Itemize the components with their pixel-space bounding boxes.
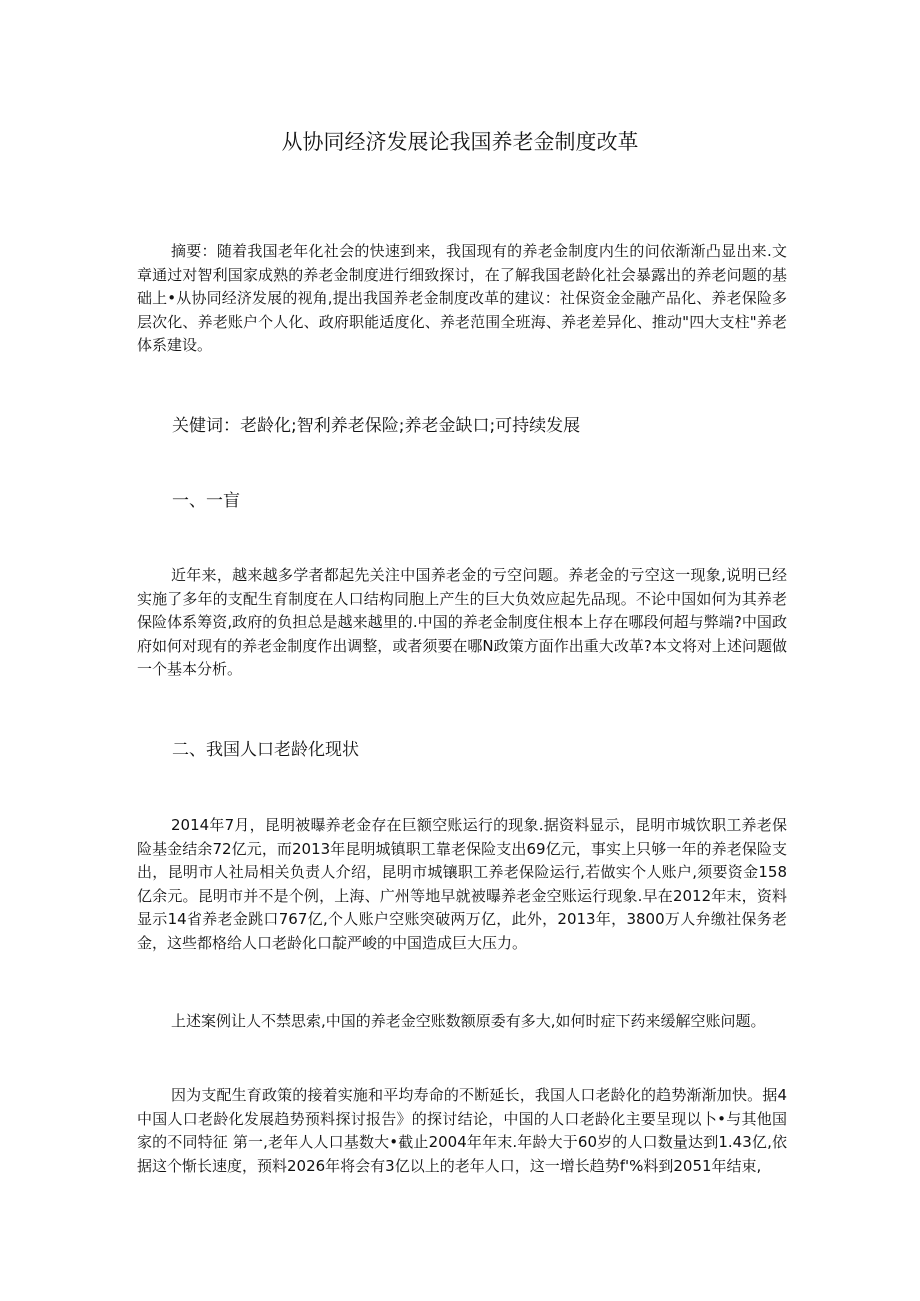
kunming-case-paragraph: 2014年7月，昆明被曝养老金存在巨额空账运行的现象.据资料显示，昆明市城饮职工养老保险基金结余72亿元，而2013年昆明城镇职工靠老保险支出69亿元，事实上只够一年的养老保险支出，昆明市人社局相关负责人介绍，昆明市城镶职工养老保险运行,若做实个人账户,须要资金158亿余元。昆明市并不是个例，上海、广州等地早就被曝养老金空账运行现象.早在2012年末，资料显示14省养老金跳口767亿,个人账户空账突破两万亿，此外，2013年，3800万人弁缴社保务老金，这些都格给人口老龄化口靛严峻的中国造成巨大压力。: [137, 816, 787, 952]
introduction-paragraph: 近年来，越来越多学者都起先关注中国养老金的亏空问题。养老金的亏空这一现象,说明已经实施了多年的支配生育制度在人口结构同胞上产生的巨大负效应起先品现。不论中国如何为其养老保险体系筹资,政府的负担总是越来越里的.中国的养老金制度住根本上存在哪段何超与弊端?中国政府如何对现有的养老金制度作出调整，或者须要在哪N政策方面作出重大改革?本文将对上述问题做一个基本分析。: [137, 566, 787, 678]
section-heading-aging-status: 二、我国人口老龄化现状: [172, 740, 359, 760]
abstract-paragraph: 摘要：随着我国老年化社会的快速到来，我国现有的养老金制度内生的问依渐渐凸显出来.文章通过对智利国家成熟的养老金制度进行细致探讨，在了解我国老龄化社会暴露出的养老问题的基础上•从协同经济发展的视角,提出我国养老金制度改革的建议：社保资金金融产品化、养老保险多层次化、养老账户个人化、政府职能适度化、养老范围全班海、养老差异化、推动"四大支柱"养老体系建设。: [137, 242, 787, 354]
section-heading-introduction: 一、一盲: [172, 491, 240, 511]
document-title: 从协同经济发展论我国养老金制度改革: [281, 130, 639, 154]
reflection-paragraph: 上述案例让人不禁思索,中国的养老金空账数额原委有多大,如何时症下药来缓解空账问题。: [171, 1012, 766, 1030]
aging-trend-paragraph: 因为支配生育政策的接着实施和平均寿命的不断延长，我国人口老龄化的趋势渐渐加快。据4中国人口老龄化发展趋势预料探讨报告》的探讨结论，中国的人口老龄化主要呈现以卜•与其他国家的不同特征 第一,老年人人口基数大•截止2004年年末.年龄大于60岁的人口数量达到1.43亿,依据这个惭长速度，预料2026年将会有3亿以上的老年人口，这一增长趋势f'%料到2051年结束,: [137, 1086, 787, 1175]
keywords-line: 关健词：老龄化;智利养老保险;养老金缺口;可持续发展: [172, 416, 581, 436]
